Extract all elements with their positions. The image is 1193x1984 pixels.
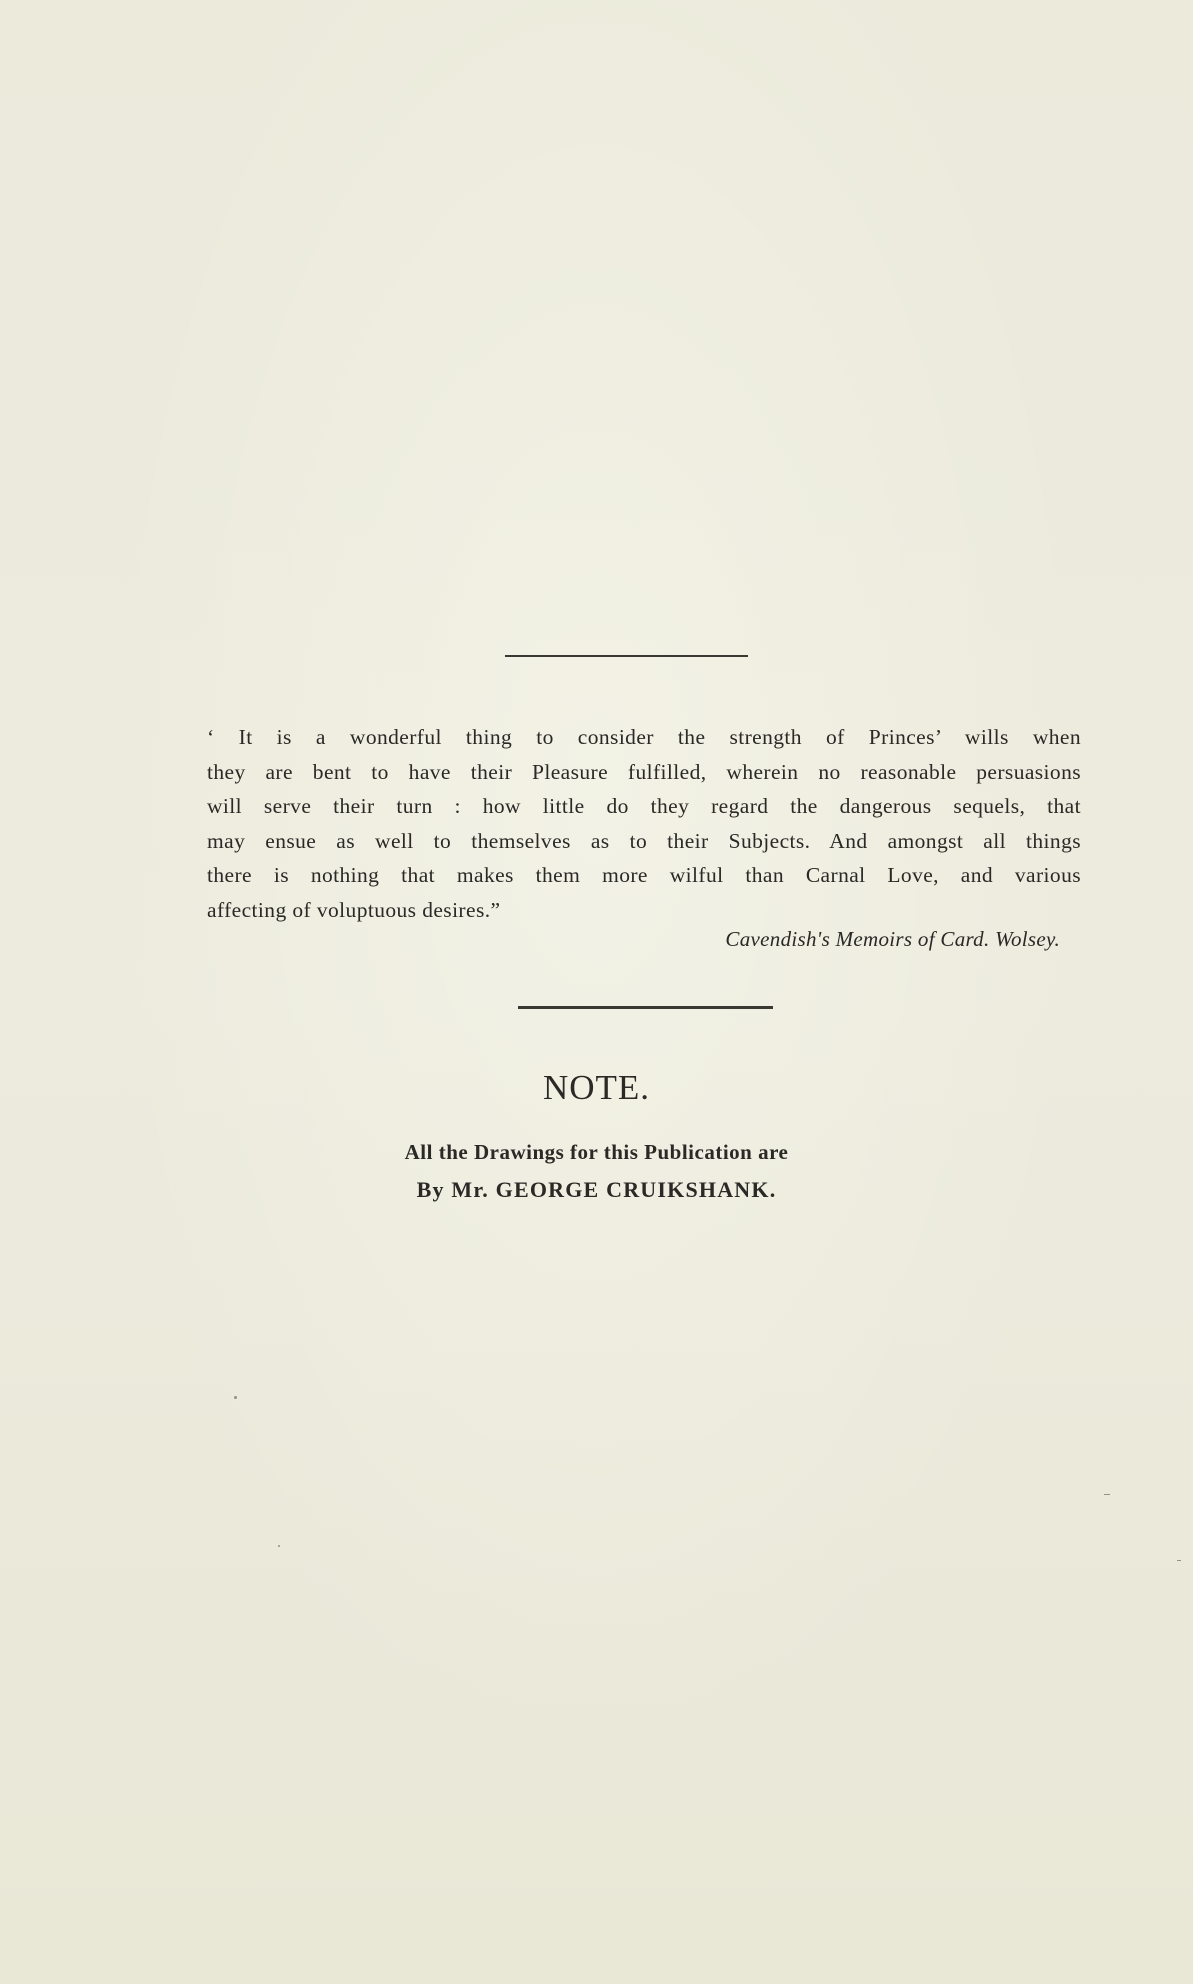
quote-line-2: they are bent to have their Pleasure fulfilled, wherein no reasonable persuasions (207, 759, 1081, 784)
paper-speck (1177, 1560, 1181, 1561)
note-credit: By Mr. GEORGE CRUIKSHANK. (416, 1177, 777, 1202)
paper-speck (234, 1396, 237, 1399)
epigraph-quote (207, 720, 1081, 927)
note-heading: NOTE. (542, 1068, 651, 1107)
paper-speck (1104, 1494, 1110, 1495)
quote-line-6: affecting of voluptuous desires.” (207, 897, 501, 922)
quote-line-4: may ensue as well to themselves as to their Subjects. And amongst all things (207, 828, 1081, 853)
quote-attribution: Cavendish's Memoirs of Card. Wolsey. (725, 927, 1060, 951)
quote-line-1: ‘ It is a wonderful thing to consider the strength of Princes’ wills when (207, 725, 1081, 749)
quote-line-5: there is nothing that makes them more wilful than Carnal Love, and various (207, 863, 1081, 887)
quote-line-3: will serve their turn : how little do they regard the dangerous sequels, that (207, 794, 1081, 818)
middle-decorative-rule (518, 1006, 773, 1009)
note-text: All the Drawings for this Publication are (404, 1140, 789, 1164)
paper-speck (278, 1545, 280, 1547)
top-decorative-rule (505, 655, 748, 657)
note-body (0, 1133, 1193, 1209)
